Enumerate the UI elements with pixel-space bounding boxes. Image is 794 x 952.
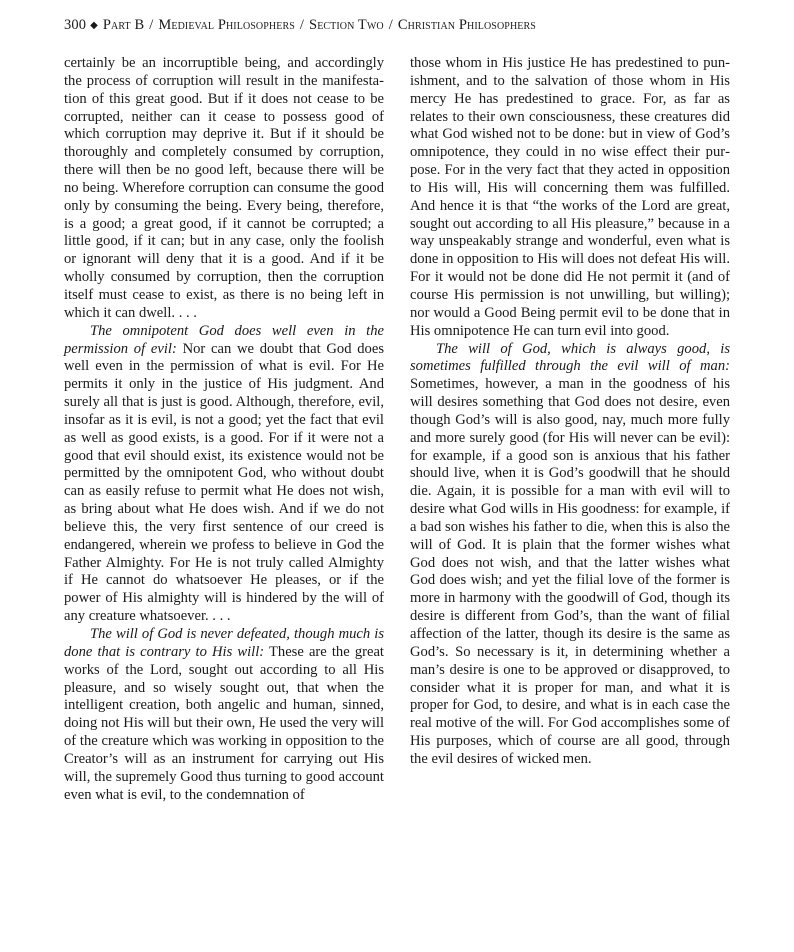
paragraph-continuation: certainly be an incorruptible being, and accordingly the process of corruption will result in the manifestation of this great good. But if it does not cease to be corrupted, neither can it cease to possess good of which corruption may deprive it. But if it should be thoroughly and completely consumed by corruption, there will then be no good left, because there will be no being. Wherefore corruption can consume the good only by consuming the being. Every being, therefore, is a good; a great good, if it cannot be corrupted; a little good, if it can; but in any case, only the foolish or ignorant will deny that it is a good. And if it be wholly consumed by corruption, then the corruption itself must cease to exist, as there is no being left in which it can dwell. . . . [64, 55, 384, 321]
header-separator: / [299, 17, 305, 33]
paragraph [64, 626, 384, 804]
paragraph-body: These are the great works of the Lord, sought out according to all His pleasure, and so wisely sought out, that when the intelligent creation, both angelic and human, sinned, doing not His will but their own, He used the very will of the creature which was working in opposition to the Creator’s will as an instrument for carrying out His will, the supremely Good thus turning to good account even what is evil, to the condemnation of [64, 643, 384, 803]
paragraph-continuation: those whom in His justice He has predestined to punishment, and to the salvation of those whom in His mercy He has predestined to grace. For, as far as relates to their own consciousness, these creatures did what God wished not to be done: but in view of God’s omnipotence, they could in no wise effect their purpose. For in the very fact that they acted in opposition to His will, His will concerning them was fulfilled. And hence it is that “the works of the Lord are great, sought out according to all His pleasure,” because in a way unspeakably strange and wonderful, even what is done in opposition to His will does not defeat His will. For it would not be done did He not permit it (and of course His permission is not unwilling, but willing); nor would a Good Being permit evil to be done that in His omnipotence He can turn evil into good. [410, 55, 730, 339]
header-separator: / [388, 17, 393, 33]
paragraph-heading: The omnipotent God does well even in the permission of evil: [64, 322, 384, 357]
header-section: Section Two [309, 17, 384, 33]
header-subsection: Christian Philosophers [397, 17, 536, 33]
paragraph-heading: The will of God, which is always good, is sometimes fulfilled through the evil will of man: [410, 340, 730, 375]
header-separator: / [149, 17, 154, 33]
running-header [64, 17, 744, 34]
paragraph-body: Nor can we doubt that God does well even in the permission of what is evil. For He permits it only in the justice of His judgment. And surely all that is just is good. Although, therefore, evil, insofar as it is evil, is not a good; yet the fact that evil as well as good exists, is a good. For if it were not a good that evil should exist, its existence would not be permitted by the omnipotent God, who without doubt can as easily refuse to permit what He does not wish, as bring about what He does wish. And if we do not believe this, the very first sentence of our creed is endangered, wherein we profess to believe in God the Father Almighty. For He is not truly called Almighty if He cannot do whatsoever He pleases, or if the power of His almighty will is hindered by the will of any creature whatsoever. . . . [64, 340, 384, 625]
paragraph [64, 323, 384, 626]
header-book-section: Medieval Philosophers [158, 17, 295, 33]
diamond-ornament-icon: ◆ [90, 20, 98, 31]
paragraph [410, 341, 730, 769]
page-number: 300 [64, 17, 87, 33]
paragraph-body: Sometimes, however, a man in the goodness of his will desires something that God does not desire, even though God’s will is also good, nay, much more fully and more surely good (for His will never can be evil): for example, if a good son is anxious that his father should live, when it is God’s goodwill that he should die. Again, it is possible for a man with evil will to desire what God wills in His goodness: for example, if a bad son wishes his father to die, when this is also the will of God. It is plain that the former wishes what God does not wish, and that the latter wishes what God does wish; and yet the filial love of the former is more in harmony with the goodwill of God, though its desire is different from God’s, than the want of filial affection of the latter, though its desire is the same as God’s. So necessary is it, in determining whether a man’s desire is one to be approved or disapproved, to consider what it is proper for man, and what it is proper for God, to desire, and what is in each case the real motive of the will. For God accomplishes some of His purposes, which of course are all good, through the evil desires of wicked men. [410, 376, 730, 767]
header-part: Part B [102, 17, 145, 33]
right-column [410, 55, 730, 769]
paragraph-heading: The will of God is never defeated, though much is done that is contrary to His will: [64, 626, 384, 660]
left-column [64, 55, 384, 804]
